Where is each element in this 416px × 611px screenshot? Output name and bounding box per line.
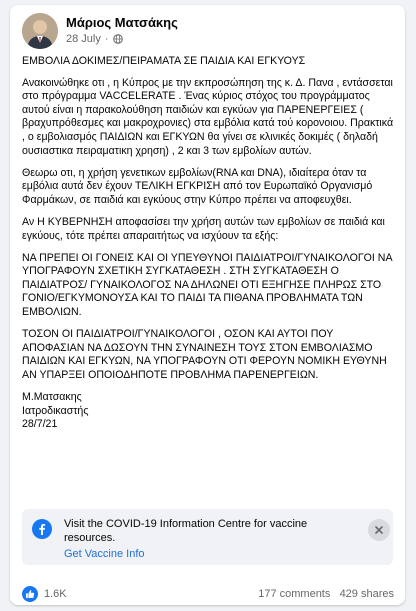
post-card xyxy=(10,5,405,605)
post-meta: 28 July · xyxy=(66,33,123,45)
post-stats-bar xyxy=(22,586,394,604)
post-paragraph-2: Θεωρω οτι, η χρήση γενετικων εμβολίων(RNA και DNA), ιδιαίτερα όταν τα εμβόλια αυτά δεν έχουν ΤΕΛΙΚΗ ΕΓΚΡΙΣΗ από τον Ευρωπαϊκό Οργανισμό Φαρμάκων, σε παιδιά και εγκύους στην Κύπρο πρέπει να αποφευχθει. xyxy=(22,166,373,206)
post-title: ΕΜΒΟΛΙΑ ΔΟΚΙΜΕΣ/ΠΕΙΡΑΜΑΤΑ ΣΕ ΠΑΙΔΙΑ ΚΑΙ ΕΓΚΥΟΥΣ xyxy=(22,55,306,67)
post-paragraph-1: Ανακοινώθηκε οτι , η Κύπρος με την εκπροσώπηση της κ. Δ. Πανα , εντάσσεται στο πρόγραμμα VACCELERATE . Ένας κύριος στόχος του προγράμματος αυτού είναι η παρακολούθηση παιδιών και εγκύων για ΠΑΡΕΝΕΡΓΕΙΕΣ ( βραχυπρόθεσμες και μακροχρονιες) στα εμβόλια κατά τού κορονοιου. Πρακτικά , ο εμβολιασμός ΠΑΙΔΙΩΝ και ΕΓΚΥΩΝ θα γίνει σε κλινικές δοκιμές ( δηλαδή ουσιαστικα πειραματικη χρηση) , 2 και 3 των εμβολίων αυτών. xyxy=(22,76,394,157)
close-glyph xyxy=(374,525,384,535)
covid-info-banner xyxy=(22,509,393,565)
engagement-stats xyxy=(258,588,394,600)
post-paragraph-3: Αν Η ΚΥΒΕΡΝΗΣΗ αποφασίσει την χρήση αυτών των εμβολίων σε παιδιά και εγκύους, τότε πρέπει απαραιτήτως να ισχύουν τα εξής: xyxy=(22,215,385,242)
share-count[interactable]: 429 shares xyxy=(339,588,394,600)
signature-name: Μ.Ματσακης xyxy=(22,390,82,403)
thumbs-up-glyph xyxy=(22,586,38,602)
post-date[interactable]: 28 July xyxy=(66,33,101,45)
post-paragraph-5: ΤΟΣΟΝ ΟΙ ΠΑΙΔΙΑΤΡΟΙ/ΓΥΝΑΙΚΟΛΟΓΟΙ , ΟΣΟΝ ΚΑΙ ΑΥΤΟΙ ΠΟΥ ΑΠΟΦΑΣΙΑΝ ΝΑ ΔΩΣΟΥΝ ΤΗΝ ΣΥΝΑΙΝΕΣΗ ΤΟΥΣ ΣΤΟΝ ΕΜΒΟΛΙΑΣΜΟ ΠΑΙΔΙΩΝ ΚΑΙ ΕΓΚΥΩΝ, ΝΑ ΥΠΟΓΡΑΦΟΥΝ ΟΤΙ ΦΕΡΟΥΝ ΝΟΜΙΚΗ ΕΥΘΥΝΗ ΑΝ ΥΠΑΡΞΕΙ ΟΠΟΙΟΔΗΠΟΤΕ ΠΡΟΒΛΗΜΑ ΠΑΡΕΝΕΡΓΕΙΩΝ. xyxy=(22,328,387,381)
author-name[interactable]: Μάριος Ματσάκης xyxy=(66,15,178,30)
signature-role: Ιατροδικαστής xyxy=(22,404,89,417)
post-header xyxy=(22,13,392,53)
get-vaccine-info-link[interactable]: Get Vaccine Info xyxy=(64,548,145,560)
author-avatar[interactable] xyxy=(22,13,58,49)
comment-count[interactable]: 177 comments xyxy=(258,588,331,600)
post-text xyxy=(22,55,394,432)
covid-info-text: Visit the COVID-19 Information Centre for vaccine resources. xyxy=(64,518,308,544)
post-paragraph-4: ΝΑ ΠΡΕΠΕΙ ΟΙ ΓΟΝΕΙΣ ΚΑΙ ΟΙ ΥΠΕΥΘΥΝΟΙ ΠΑΙΔΙΑΤΡΟΙ/ΓΥΝΑΙΚΟΛΟΓΟΙ ΝΑ ΥΠΟΓΡΑΦΟΥΝ ΣΧΕΤΙΚΗ ΣΥΓΚΑΤΑΘΕΣΗ . ΣΤΗ ΣΥΓΚΑΤΑΘΕΣΗ Ο ΠΑΙΔΙΑΤΡΟΣ/ ΓΥΝΑΙΚΟΛΟΓΟΣ ΝΑ ΔΗΛΩΝΕΙ ΟΤΙ ΕΞΗΓΗΣΕ ΠΛΗΡΩΣ ΣΤΟ ΓΟΝΙΟ/ΕΓΚΥΜΟΝΟΥΣΑ ΚΑΙ ΤΟ ΠΑΙΔΙ ΤΑ ΠΙΘΑΝΑ ΠΡΟΒΛΗΜΑΤΑ ΤΩΝ ΕΜΒΟΛΙΩΝ. xyxy=(22,251,392,318)
facebook-icon xyxy=(32,519,52,539)
globe-icon xyxy=(113,34,123,44)
facebook-logo xyxy=(32,519,52,539)
close-icon[interactable] xyxy=(368,519,390,541)
avatar-image xyxy=(22,13,58,49)
signature-date: 28/7/21 xyxy=(22,418,58,431)
reaction-count[interactable]: 1.6K xyxy=(44,588,67,600)
post-signature xyxy=(22,391,394,432)
thumbs-up-icon[interactable] xyxy=(22,586,38,602)
